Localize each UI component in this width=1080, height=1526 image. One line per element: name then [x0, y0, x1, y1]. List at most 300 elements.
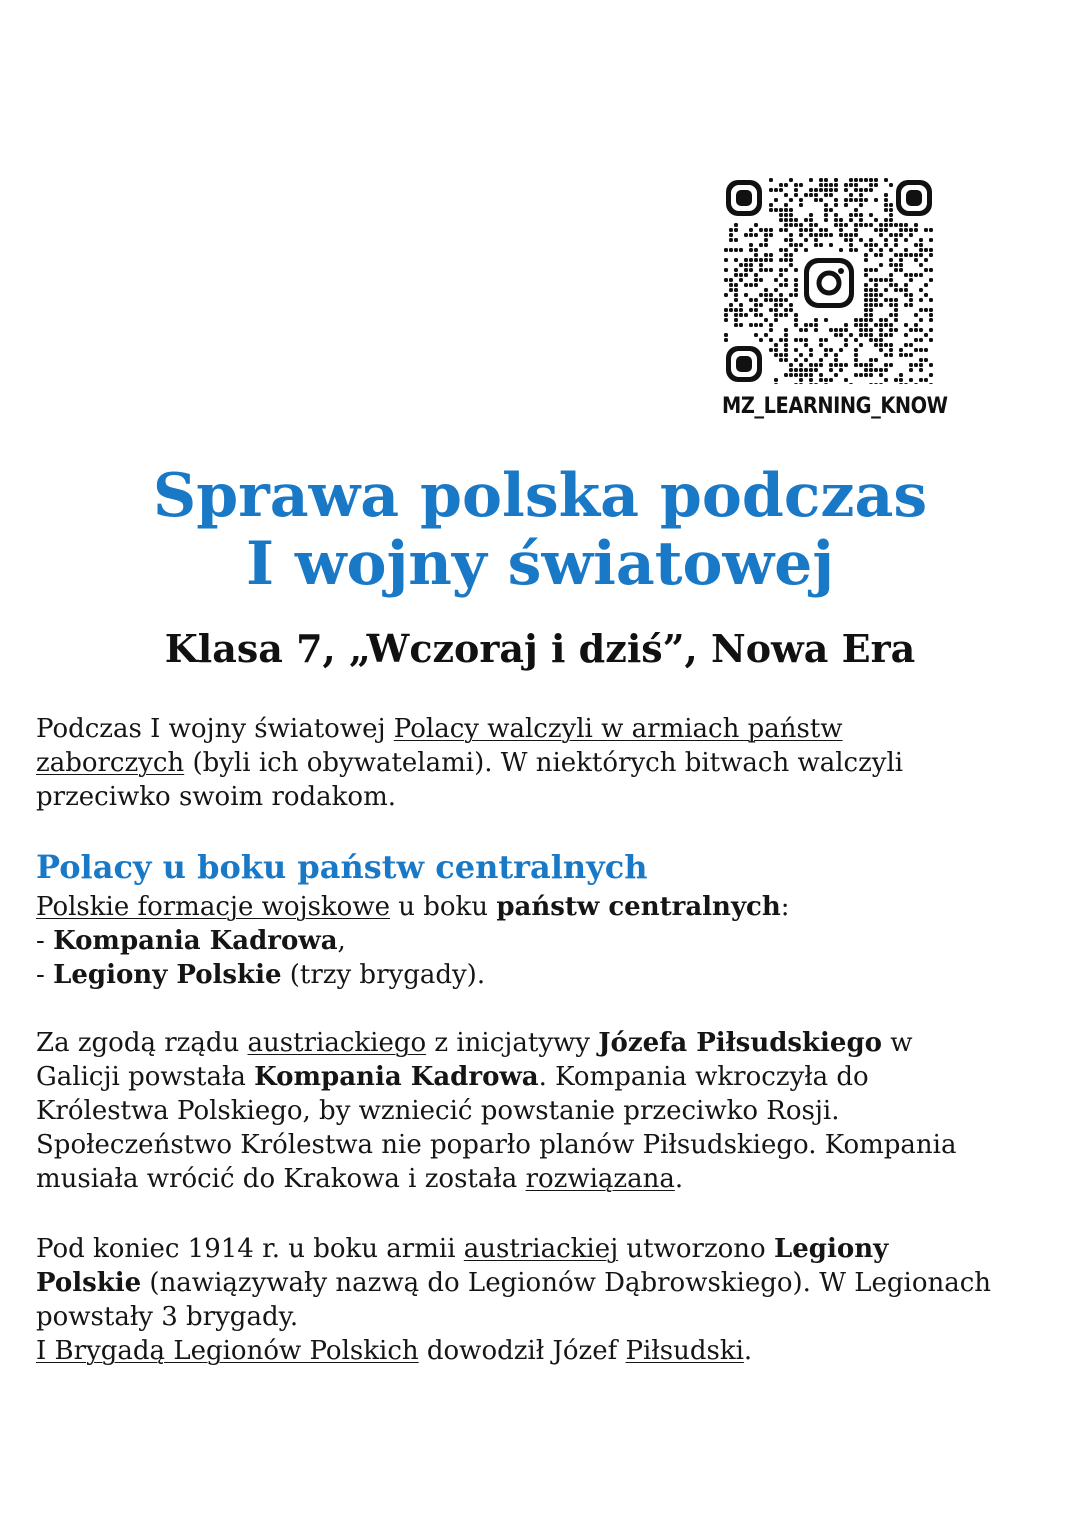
qr-module — [864, 323, 868, 327]
qr-module — [774, 198, 778, 202]
qr-module — [904, 253, 908, 257]
qr-module — [774, 348, 778, 352]
qr-module — [924, 358, 928, 362]
qr-module — [809, 378, 813, 382]
qr-module — [854, 233, 858, 237]
qr-module — [884, 223, 888, 227]
qr-module — [894, 223, 898, 227]
qr-module — [854, 188, 858, 192]
qr-module — [859, 203, 863, 207]
qr-module — [774, 313, 778, 317]
qr-module — [874, 198, 878, 202]
qr-module — [889, 283, 893, 287]
qr-module — [899, 353, 903, 357]
qr-module — [774, 303, 778, 307]
qr-module — [764, 333, 768, 337]
qr-module — [889, 313, 893, 317]
qr-module — [859, 363, 863, 367]
qr-module — [804, 338, 808, 342]
qr-module — [829, 183, 833, 187]
qr-module — [819, 178, 823, 182]
qr-module — [799, 228, 803, 232]
qr-module — [889, 343, 893, 347]
qr-module — [749, 228, 753, 232]
qr-module — [784, 213, 788, 217]
qr-module — [864, 288, 868, 292]
qr-module — [849, 183, 853, 187]
qr-module — [844, 363, 848, 367]
qr-module — [889, 328, 893, 332]
qr-module — [879, 253, 883, 257]
qr-module — [909, 328, 913, 332]
qr-module — [754, 333, 758, 337]
qr-module — [869, 293, 873, 297]
qr-module — [824, 228, 828, 232]
qr-module — [859, 193, 863, 197]
qr-module — [884, 353, 888, 357]
qr-module — [929, 248, 933, 252]
qr-module — [809, 368, 813, 372]
qr-module — [734, 308, 738, 312]
qr-module — [884, 238, 888, 242]
qr-module — [894, 283, 898, 287]
qr-module — [844, 328, 848, 332]
qr-module — [889, 353, 893, 357]
qr-module — [764, 293, 768, 297]
qr-module — [734, 248, 738, 252]
qr-module — [784, 193, 788, 197]
qr-module — [724, 308, 728, 312]
qr-module — [884, 318, 888, 322]
qr-module — [794, 243, 798, 247]
qr-module — [794, 293, 798, 297]
qr-module — [844, 233, 848, 237]
qr-module — [789, 208, 793, 212]
qr-module — [894, 313, 898, 317]
qr-module — [924, 308, 928, 312]
qr-module — [724, 313, 728, 317]
qr-module — [769, 348, 773, 352]
qr-module — [884, 368, 888, 372]
qr-module — [849, 218, 853, 222]
qr-module — [864, 328, 868, 332]
qr-module — [859, 188, 863, 192]
qr-module — [764, 233, 768, 237]
qr-module — [919, 378, 923, 382]
qr-module — [749, 263, 753, 267]
qr-module — [824, 208, 828, 212]
qr-module — [794, 283, 798, 287]
qr-module — [929, 363, 933, 367]
qr-module — [809, 223, 813, 227]
qr-module — [784, 308, 788, 312]
qr-module — [849, 243, 853, 247]
qr-module — [744, 233, 748, 237]
qr-module — [779, 313, 783, 317]
qr-module — [874, 303, 878, 307]
qr-module — [884, 218, 888, 222]
qr-module — [784, 218, 788, 222]
qr-module — [744, 273, 748, 277]
qr-module — [884, 363, 888, 367]
qr-module — [784, 338, 788, 342]
qr-module — [904, 353, 908, 357]
qr-module — [754, 313, 758, 317]
qr-module — [784, 183, 788, 187]
qr-module — [754, 283, 758, 287]
qr-module — [779, 183, 783, 187]
qr-module — [909, 228, 913, 232]
qr-module — [884, 228, 888, 232]
qr-module — [869, 188, 873, 192]
qr-module — [859, 333, 863, 337]
qr-module — [869, 318, 873, 322]
qr-module — [784, 203, 788, 207]
qr-module — [734, 273, 738, 277]
qr-module — [854, 213, 858, 217]
qr-module — [819, 378, 823, 382]
qr-module — [769, 203, 773, 207]
qr-module — [794, 323, 798, 327]
qr-module — [864, 373, 868, 377]
qr-module — [744, 313, 748, 317]
qr-module — [759, 323, 763, 327]
qr-module — [819, 358, 823, 362]
qr-module — [884, 278, 888, 282]
qr-module — [724, 333, 728, 337]
qr-module — [824, 178, 828, 182]
qr-module — [829, 188, 833, 192]
qr-module — [919, 298, 923, 302]
qr-module — [769, 328, 773, 332]
qr-module — [824, 338, 828, 342]
qr-module — [779, 258, 783, 262]
qr-module — [929, 328, 933, 332]
qr-module — [909, 298, 913, 302]
qr-module — [739, 303, 743, 307]
qr-module — [829, 368, 833, 372]
qr-module — [824, 183, 828, 187]
qr-module — [864, 243, 868, 247]
qr-module — [729, 278, 733, 282]
qr-module — [919, 328, 923, 332]
qr-module — [729, 303, 733, 307]
section-heading: Polacy u boku państw centralnych — [36, 848, 648, 886]
qr-module — [869, 288, 873, 292]
qr-module — [809, 228, 813, 232]
qr-module — [824, 378, 828, 382]
qr-module — [869, 223, 873, 227]
qr-module — [759, 258, 763, 262]
qr-module — [739, 278, 743, 282]
qr-module — [889, 203, 893, 207]
qr-module — [744, 283, 748, 287]
qr-module — [894, 238, 898, 242]
qr-module — [789, 198, 793, 202]
qr-module — [874, 293, 878, 297]
qr-module — [794, 318, 798, 322]
qr-module — [859, 213, 863, 217]
qr-module — [729, 228, 733, 232]
qr-module — [874, 243, 878, 247]
qr-module — [809, 353, 813, 357]
qr-module — [754, 308, 758, 312]
qr-finder-top-left — [726, 180, 762, 216]
qr-module — [889, 303, 893, 307]
qr-module — [734, 323, 738, 327]
qr-module — [919, 243, 923, 247]
qr-module — [854, 373, 858, 377]
qr-module — [819, 373, 823, 377]
qr-module — [924, 248, 928, 252]
qr-module — [909, 368, 913, 372]
instagram-qr-code-icon — [724, 178, 934, 384]
qr-module — [844, 203, 848, 207]
qr-module — [774, 288, 778, 292]
qr-module — [834, 213, 838, 217]
qr-module — [839, 328, 843, 332]
qr-module — [774, 188, 778, 192]
qr-module — [834, 333, 838, 337]
qr-module — [754, 253, 758, 257]
qr-module — [874, 358, 878, 362]
qr-module — [834, 328, 838, 332]
qr-module — [779, 268, 783, 272]
qr-module — [879, 368, 883, 372]
qr-module — [829, 208, 833, 212]
qr-module — [734, 258, 738, 262]
qr-module — [774, 318, 778, 322]
qr-module — [879, 373, 883, 377]
qr-module — [919, 348, 923, 352]
qr-module — [874, 228, 878, 232]
qr-module — [789, 178, 793, 182]
qr-module — [879, 333, 883, 337]
qr-module — [724, 278, 728, 282]
qr-module — [859, 218, 863, 222]
qr-module — [799, 373, 803, 377]
qr-module — [869, 303, 873, 307]
qr-module — [759, 303, 763, 307]
qr-module — [789, 243, 793, 247]
qr-module — [799, 223, 803, 227]
qr-module — [754, 278, 758, 282]
qr-module — [749, 283, 753, 287]
page-title — [0, 462, 1080, 598]
qr-module — [834, 363, 838, 367]
qr-module — [774, 298, 778, 302]
qr-module — [814, 198, 818, 202]
qr-module — [824, 353, 828, 357]
qr-module — [804, 238, 808, 242]
qr-module — [734, 288, 738, 292]
qr-module — [889, 248, 893, 252]
qr-module — [804, 218, 808, 222]
qr-module — [929, 278, 933, 282]
qr-module — [729, 288, 733, 292]
qr-module — [904, 288, 908, 292]
qr-module — [844, 343, 848, 347]
qr-module — [849, 198, 853, 202]
qr-module — [894, 298, 898, 302]
qr-module — [904, 228, 908, 232]
qr-module — [819, 233, 823, 237]
qr-module — [784, 298, 788, 302]
qr-module — [734, 298, 738, 302]
qr-module — [854, 323, 858, 327]
qr-module — [849, 333, 853, 337]
qr-module — [929, 373, 933, 377]
qr-module — [759, 338, 763, 342]
qr-module — [814, 188, 818, 192]
qr-module — [754, 298, 758, 302]
qr-module — [929, 313, 933, 317]
qr-module — [809, 348, 813, 352]
qr-module — [804, 373, 808, 377]
qr-module — [914, 383, 918, 384]
qr-module — [829, 243, 833, 247]
qr-module — [729, 238, 733, 242]
qr-module — [869, 328, 873, 332]
qr-module — [884, 343, 888, 347]
qr-module — [789, 263, 793, 267]
qr-module — [894, 268, 898, 272]
qr-module — [869, 308, 873, 312]
qr-module — [899, 223, 903, 227]
qr-module — [854, 183, 858, 187]
qr-module — [909, 278, 913, 282]
qr-module — [824, 318, 828, 322]
qr-module — [919, 273, 923, 277]
qr-module — [879, 328, 883, 332]
qr-module — [904, 283, 908, 287]
qr-module — [814, 368, 818, 372]
qr-module — [854, 363, 858, 367]
qr-module — [859, 323, 863, 327]
qr-module — [754, 248, 758, 252]
page-subtitle: Klasa 7, „Wczoraj i dziś”, Nowa Era — [164, 626, 916, 671]
qr-module — [779, 303, 783, 307]
qr-module — [789, 253, 793, 257]
qr-module — [849, 233, 853, 237]
qr-module — [789, 293, 793, 297]
qr-module — [779, 273, 783, 277]
qr-module — [874, 218, 878, 222]
instagram-handle: MZ_LEARNING_KNOW — [722, 394, 948, 419]
qr-module — [794, 248, 798, 252]
qr-module — [819, 188, 823, 192]
qr-module — [784, 333, 788, 337]
qr-module — [839, 368, 843, 372]
qr-module — [844, 198, 848, 202]
qr-module — [769, 293, 773, 297]
qr-module — [824, 193, 828, 197]
qr-module — [839, 218, 843, 222]
qr-module — [814, 363, 818, 367]
qr-module — [919, 238, 923, 242]
qr-module — [809, 188, 813, 192]
qr-module — [824, 188, 828, 192]
qr-module — [814, 233, 818, 237]
qr-module — [724, 258, 728, 262]
qr-module — [864, 258, 868, 262]
qr-module — [929, 228, 933, 232]
qr-module — [859, 328, 863, 332]
qr-module — [769, 258, 773, 262]
qr-module — [879, 263, 883, 267]
qr-module — [784, 358, 788, 362]
qr-module — [894, 243, 898, 247]
qr-module — [884, 378, 888, 382]
qr-module — [929, 338, 933, 342]
qr-module — [814, 243, 818, 247]
qr-module — [814, 323, 818, 327]
qr-module — [899, 268, 903, 272]
qr-module — [809, 218, 813, 222]
qr-module — [779, 283, 783, 287]
qr-module — [779, 208, 783, 212]
list-item: - Kompania Kadrowa, — [36, 926, 346, 956]
qr-module — [794, 383, 798, 384]
qr-module — [779, 293, 783, 297]
qr-module — [759, 263, 763, 267]
qr-module — [864, 273, 868, 277]
formations-paragraph: Polskie formacje wojskowe u boku państw centralnych: - Kompania Kadrowa, - Legiony Polskie (trzy brygady). — [36, 892, 790, 990]
qr-module — [889, 363, 893, 367]
qr-module — [919, 263, 923, 267]
qr-module — [874, 283, 878, 287]
qr-module — [899, 383, 903, 384]
qr-module — [899, 373, 903, 377]
qr-module — [834, 188, 838, 192]
qr-module — [799, 353, 803, 357]
qr-module — [784, 353, 788, 357]
qr-module — [729, 308, 733, 312]
qr-module — [794, 218, 798, 222]
qr-module — [804, 248, 808, 252]
qr-module — [784, 208, 788, 212]
qr-module — [904, 303, 908, 307]
qr-module — [924, 348, 928, 352]
qr-module — [869, 213, 873, 217]
page-title-line-1: Sprawa polska podczas — [152, 461, 928, 531]
qr-module — [809, 178, 813, 182]
qr-module — [749, 308, 753, 312]
qr-module — [754, 273, 758, 277]
qr-module — [779, 358, 783, 362]
qr-module — [834, 198, 838, 202]
qr-module — [759, 268, 763, 272]
qr-module — [909, 343, 913, 347]
qr-module — [799, 368, 803, 372]
qr-module — [834, 373, 838, 377]
qr-module — [864, 318, 868, 322]
qr-module — [864, 363, 868, 367]
qr-module — [764, 238, 768, 242]
qr-module — [814, 193, 818, 197]
qr-module — [824, 203, 828, 207]
qr-module — [829, 193, 833, 197]
qr-module — [734, 293, 738, 297]
qr-module — [794, 313, 798, 317]
qr-module — [769, 233, 773, 237]
qr-module — [814, 328, 818, 332]
qr-module — [774, 208, 778, 212]
list-item: - Legiony Polskie (trzy brygady). — [36, 960, 486, 990]
intro-paragraph: Podczas I wojny światowej Polacy walczyli w armiach państw zaborczych (byli ich obywatelami). W niektórych bitwach walczyli przeciwko swoim rodakom. — [36, 714, 904, 812]
qr-module — [769, 308, 773, 312]
qr-module — [889, 298, 893, 302]
